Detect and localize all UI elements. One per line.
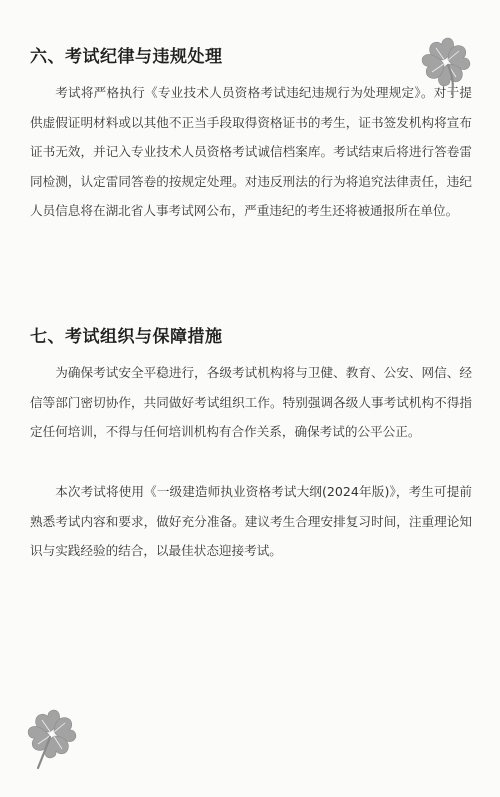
paragraph-discipline: 考试将严格执行《专业技术人员资格考试违纪违规行为处理规定》。对于提供虚假证明材料或以其他不正当手段取得资格证书的考生，证书签发机构将宣布证书无效，并记入专业技术人员资格考试诚信档案库。考试结束后将进行答卷雷同检测，认定雷同答卷的按规定处理。对违反刑法的行为将追究法律责任，违纪人员信息将在湖北省人事考试网公布，严重违纪的考生还将被通报所在单位。 (30, 85, 472, 219)
section-heading-discipline: 六、考试纪律与违规处理 (30, 47, 223, 67)
four-leaf-clover-icon (418, 34, 474, 96)
paragraph-organization: 为确保考试安全平稳进行，各级考试机构将与卫健、教育、公安、网信、经信等部门密切协作，共同做好考试组织工作。特别强调各级人事考试机构不得指定任何培训，不得与任何培训机构有合作关系，确保考试的公平公正。 (30, 365, 472, 440)
section-heading-organization: 七、考试组织与保障措施 (30, 327, 223, 347)
paragraph-exam-syllabus: 本次考试将使用《一级建造师执业资格考试大纲(2024年版)》，考生可提前熟悉考试内容和要求，做好充分准备。建议考生合理安排复习时间，注重理论知识与实践经验的结合，以最佳状态迎接考试。 (30, 484, 472, 559)
four-leaf-clover-icon (24, 706, 80, 772)
